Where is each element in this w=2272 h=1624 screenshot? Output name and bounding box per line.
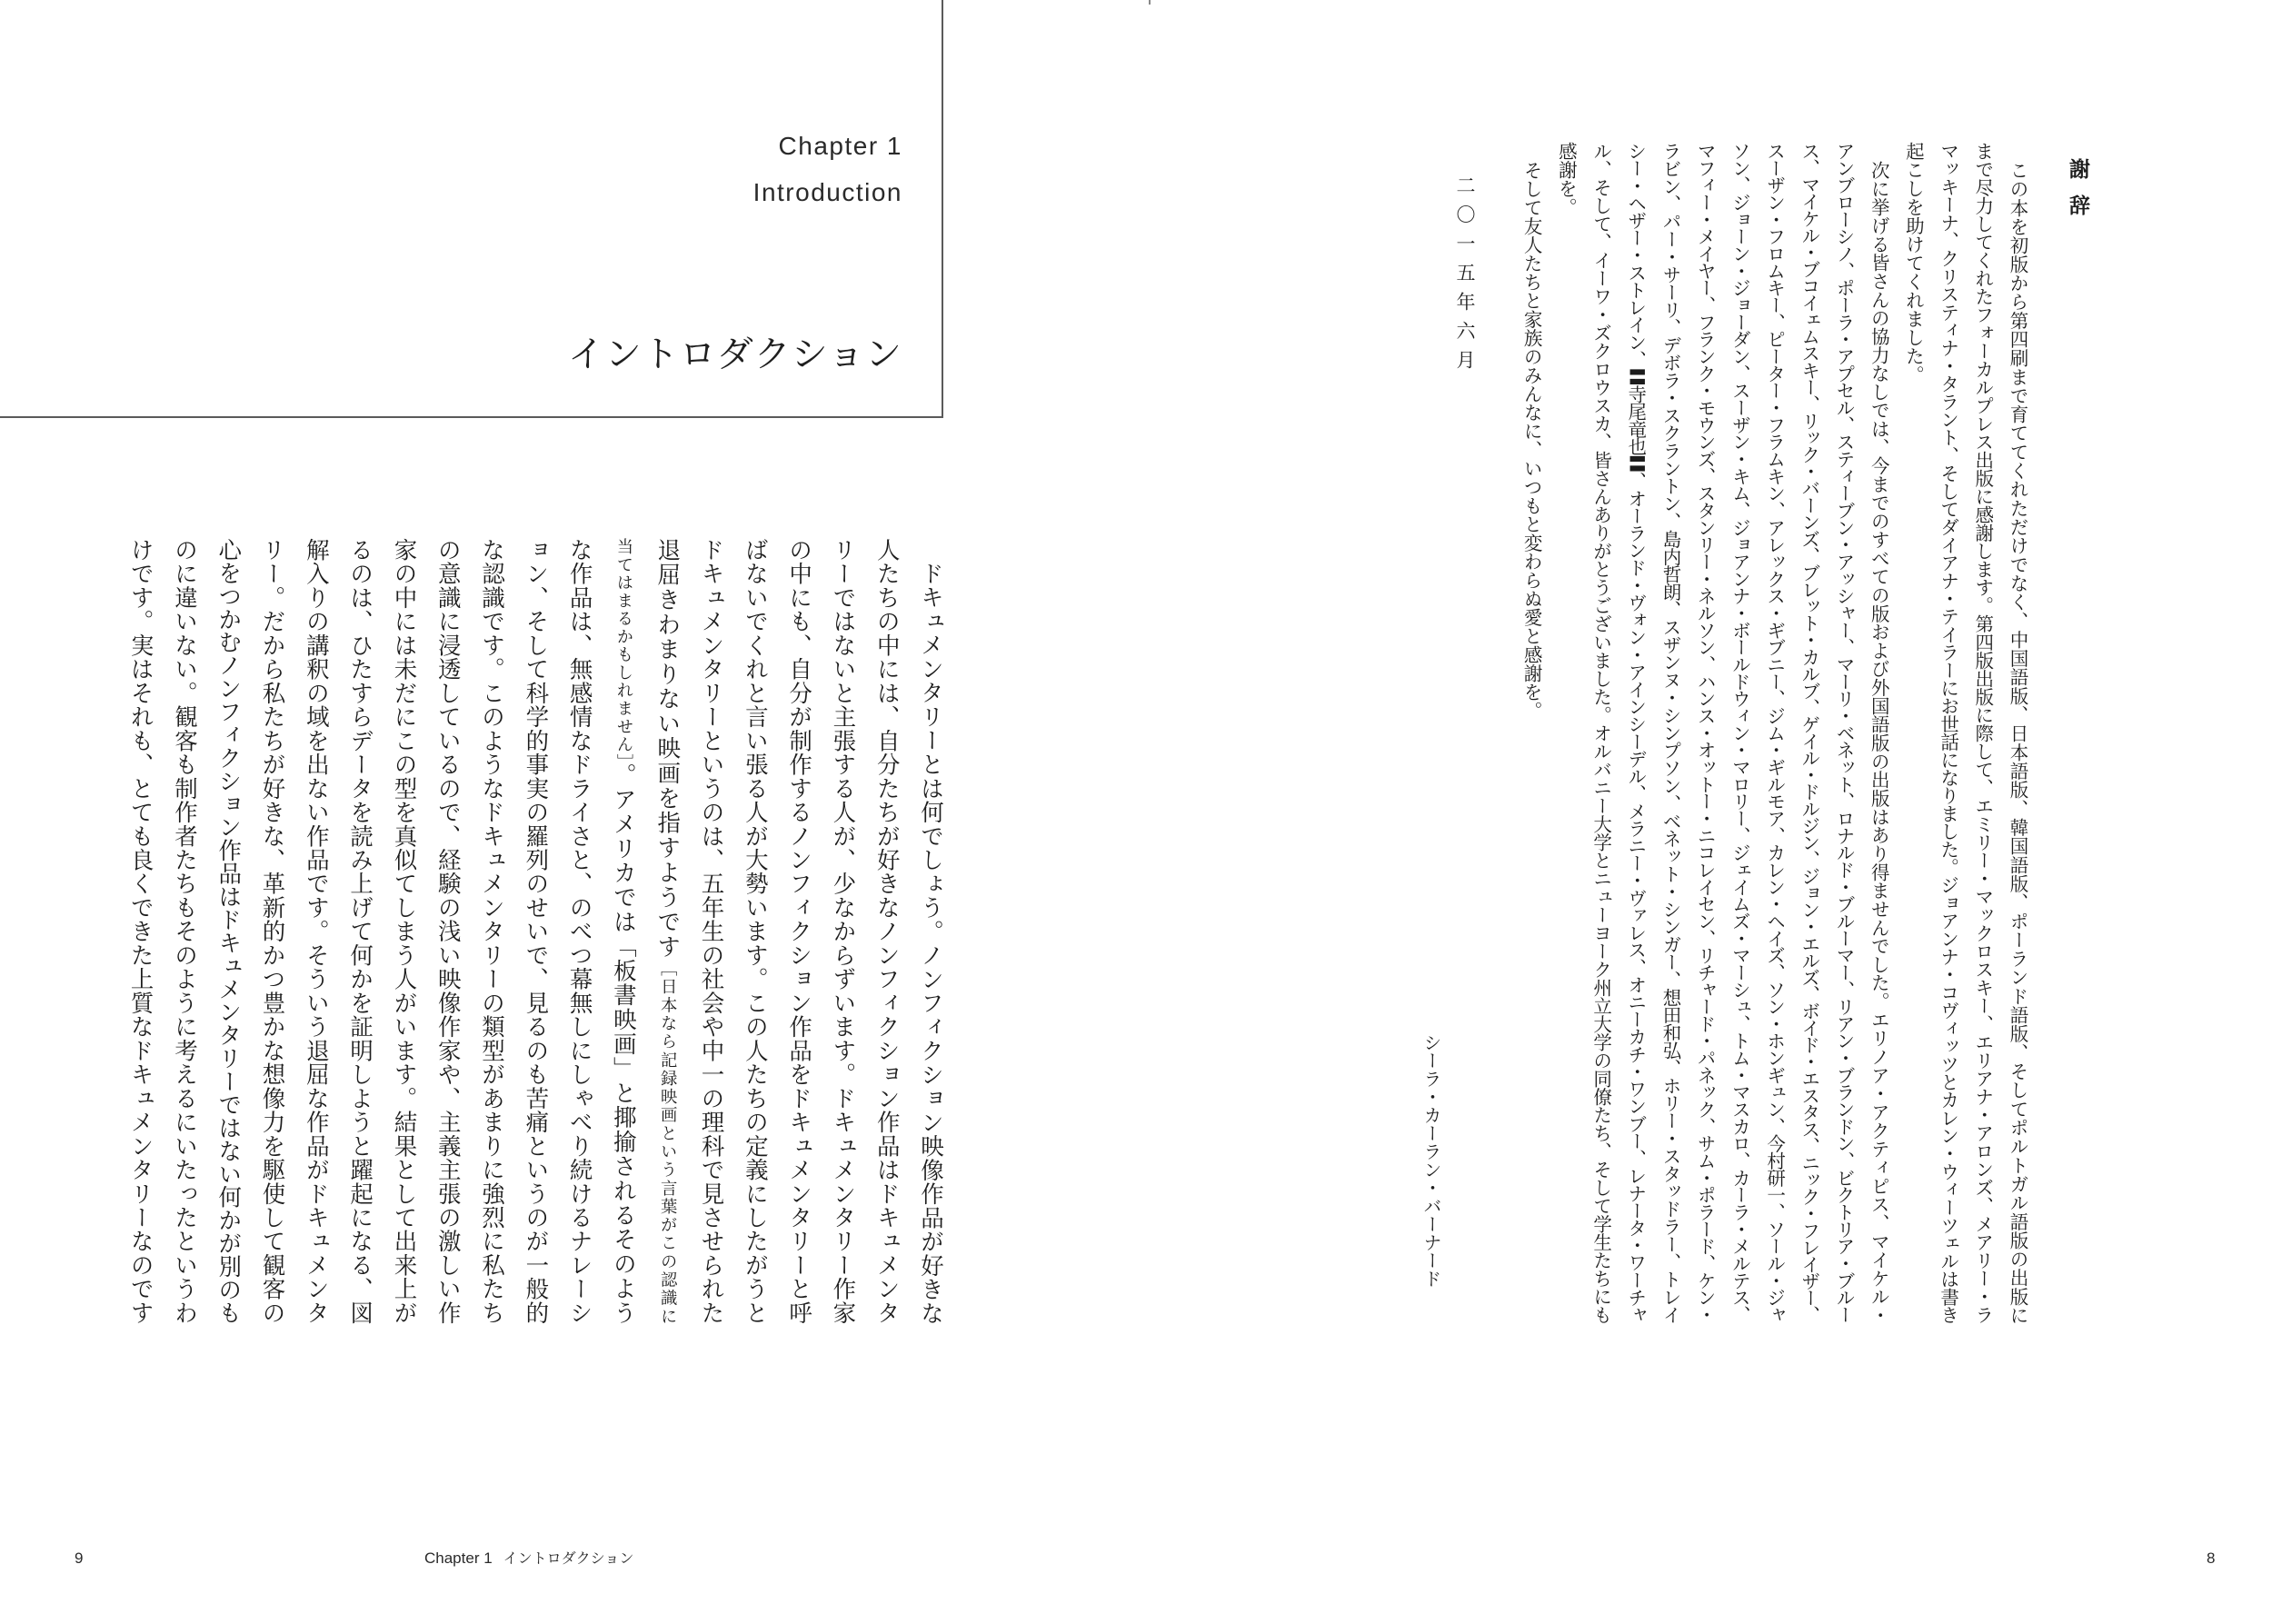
acknowledgement-line-text: ラビン、パー・サーリ、デボラ・スクラントン、島内哲朗、スザンヌ・シンプソン、ベネット・シンガー、想田和弘、ホリー・スタッドラー、トレイ	[1659, 142, 1681, 1323]
acknowledgement-line	[1722, 142, 1757, 1324]
body-line-text: の意識に浸透しているので、経験の浅い映像作家や、主義主張の激しい作	[433, 538, 462, 1325]
translator-note-end: 当てはまるかもしれません］	[613, 538, 633, 763]
acknowledgement-line	[1930, 142, 1965, 1324]
body-line	[557, 538, 601, 1324]
acknowledgement-line-text: 次に挙げる皆さんの協力なしでは、今までのすべての版および外国語版の出版はあり得ませんでした。エリノア・アクティピス、マイケル・	[1868, 160, 1890, 1324]
crop-mark	[1149, 0, 1151, 5]
acknowledgement-line-text: ソン、ジョーン・ジョーダン、スーザン・キム、ジョアンナ・ボールドウィン・マロリー、ジェイムズ・マーシュ、トム・マスカロ、カーラ・メルテス、	[1729, 142, 1751, 1323]
body-line-text: 退屈きわまりない映画を指すようです	[653, 538, 682, 960]
acknowledgement-line-text: そして友人たちと家族のみんなに、いつもと変わらぬ愛と感謝を。	[1520, 160, 1543, 720]
body-line	[425, 538, 469, 1324]
acknowledgement-line	[1583, 142, 1618, 1324]
body-line-text: な認識です。このようなドキュメンタリーの類型があまりに強烈に私たち	[478, 538, 506, 1325]
acknowledgement-line	[1966, 142, 2000, 1324]
body-line	[163, 538, 206, 1324]
body-line-text-group	[610, 538, 637, 1325]
body-line-text: ドキュメンタリーとは何でしょう。ノンフィクション映像作品が好きな	[917, 561, 944, 1325]
acknowledgement-line	[1792, 142, 1827, 1324]
page-number-right: 8	[2207, 1549, 2216, 1567]
body-line-text: るのは、ひたすらデータを読み上げて何かを証明しようと躍起になる、図	[346, 538, 374, 1325]
running-head	[424, 1548, 633, 1569]
acknowledgement-line-text: シー・ヘザー・ストレイン、〓寺尾竜也〓、オーランド・ヴォン・アインシーデル、メラニー・ヴァレス、オニーカチ・ワンブー、レナータ・ワーチャ	[1624, 142, 1647, 1323]
body-line-text: 人たちの中には、自分たちが好きなノンフィクション作品はドキュメンタ	[872, 538, 901, 1325]
body-line-text: な作品は、無感情なドライさと、のべつ幕無しにしゃべり続けるナレーシ	[565, 538, 593, 1325]
body-line	[777, 538, 821, 1324]
acknowledgement-line	[1549, 142, 1583, 1324]
chapter-name-english: Introduction	[752, 178, 902, 206]
acknowledgements-heading: 謝辞	[2066, 158, 2089, 231]
acknowledgement-line-text: マフィー・メイヤー、フランク・モウンズ、スタンリー・ネルソン、ハンス・オットー・ニコレイセン、リチャード・パネック、サム・ポラード、ケン・	[1694, 142, 1717, 1323]
body-line	[250, 538, 294, 1324]
acknowledgement-line-text: まで尽力してくれたフォーカルプレス出版に感謝します。第四版出版に際して、エミリー・マックロスキー、エリアナ・アロンズ、メアリー・ラ	[1971, 142, 1994, 1324]
body-line	[294, 538, 338, 1324]
body-line-text: の中にも、自分が制作するノンフィクション作品をドキュメンタリーと呼	[785, 538, 813, 1325]
body-line	[645, 538, 689, 1324]
acknowledgement-line	[1514, 142, 1549, 1324]
body-line	[864, 538, 908, 1324]
acknowledgement-line-text: 起こしを助けてくれました。	[1902, 142, 1925, 384]
body-line-text: のに違いない。観客も制作者たちもそのように考えるにいたったというわ	[170, 538, 198, 1325]
acknowledgement-line	[1619, 142, 1653, 1324]
page-number-left: 9	[75, 1549, 84, 1567]
acknowledgement-line-text: マッキーナ、クリスティナ・タラント、そしてダイアナ・テイラーにお世話になりました。ジョアンナ・コヴィッツとカレン・ウィーツェルは書き	[1937, 142, 1959, 1324]
running-head-title: イントロダクション	[503, 1549, 634, 1567]
body-line	[382, 538, 425, 1324]
body-line	[602, 538, 645, 1324]
acknowledgements-text	[1514, 142, 2035, 1324]
acknowledgement-line-text: ス、マイケル・ブコイェムスキー、リック・バーンズ、ブレット・カルブ、ゲイル・ドルジン、ジョン・エルズ、ボイド・エスタス、ニック・フレイザー、	[1798, 142, 1820, 1323]
acknowledgement-line	[1896, 142, 1930, 1324]
chapter-header-box	[0, 0, 943, 418]
acknowledgement-line	[1757, 142, 1791, 1324]
acknowledgement-line	[1827, 142, 1861, 1324]
body-line	[821, 538, 864, 1324]
acknowledgement-line-text: この本を初版から第四刷まで育ててくれただけでなく、中国語版、日本語版、韓国語版、ポーランド語版、そしてポルトガル語版の出版に	[2007, 160, 2028, 1325]
acknowledgement-line-text: 感謝を。	[1555, 142, 1578, 216]
acknowledgements-date: 二〇一五年六月	[1454, 175, 1476, 379]
acknowledgement-line-text: ル、そして、イーワ・ズクロウスカ、皆さんありがとうございました。オルバニー大学とニューヨーク州立大学の同僚たち、そして学生たちにも	[1589, 142, 1612, 1324]
chapter-number: Chapter 1	[778, 132, 902, 160]
acknowledgement-line-text: スーザン・フロムキー、ピーター・フラムキン、アレックス・ギブニー、ジム・ギルモア、カレン・ヘイズ、ソン・ホンギュン、今村研一、ソール・ジャ	[1763, 142, 1786, 1323]
body-line	[118, 538, 162, 1324]
acknowledgement-line	[2000, 142, 2035, 1324]
chapter-body-text	[118, 538, 952, 1324]
acknowledgement-line	[1688, 142, 1722, 1324]
body-line	[470, 538, 513, 1324]
acknowledgement-line	[1653, 142, 1688, 1324]
body-line-text-group	[653, 538, 681, 1326]
body-line-text: 。アメリカでは「板書映画」と揶揄されるそのよう	[609, 762, 637, 1326]
acknowledgement-line	[1861, 142, 1896, 1324]
body-line-text: リーではないと主張する人が、少なからずいます。ドキュメンタリー作家	[829, 538, 857, 1325]
author-name: シーラ・カーラン・バーナード	[1420, 1033, 1442, 1288]
body-line-text: 家の中には未だにこの型を真似てしまう人がいます。結果として出来上が	[390, 538, 418, 1325]
chapter-title: イントロダクション	[567, 334, 902, 375]
body-line	[513, 538, 557, 1324]
body-line-text: 解入りの講釈の域を出ない作品です。そういう退屈な作品がドキュメンタ	[302, 538, 330, 1325]
acknowledgement-line-text: アンブローシノ、ポーラ・アプセル、スティーブン・アッシャー、マーリ・ベネット、ロナルド・ブルーマー、リアン・ブランドン、ビクトリア・ブルー	[1832, 142, 1855, 1323]
running-head-chapter: Chapter 1	[424, 1549, 493, 1567]
body-line	[689, 538, 732, 1324]
body-line	[909, 538, 952, 1324]
body-line-text: ョン、そして科学的事実の羅列のせいで、見るのも苦痛というのが一般的	[522, 538, 550, 1325]
body-line-text: けです。実はそれも、とても良くできた上質なドキュメンタリーなのです	[126, 538, 154, 1325]
body-line	[733, 538, 777, 1324]
body-line	[338, 538, 382, 1324]
body-line-text: ドキュメンタリーというのは、五年生の社会や中一の理科で見させられた	[697, 538, 725, 1325]
body-line-text: 心をつかむノンフィクション作品はドキュメンタリーではない何かが別のも	[214, 538, 243, 1324]
translator-note-start: ［日本なら記録映画という言葉がこの認識に	[658, 959, 678, 1326]
body-line-text: ばないでくれと言い張る人が大勢います。この人たちの定義にしたがうと	[741, 538, 769, 1325]
body-line	[206, 538, 250, 1324]
body-line-text: リー。だから私たちが好きな、革新的かつ豊かな想像力を駆使して観客の	[258, 538, 286, 1325]
